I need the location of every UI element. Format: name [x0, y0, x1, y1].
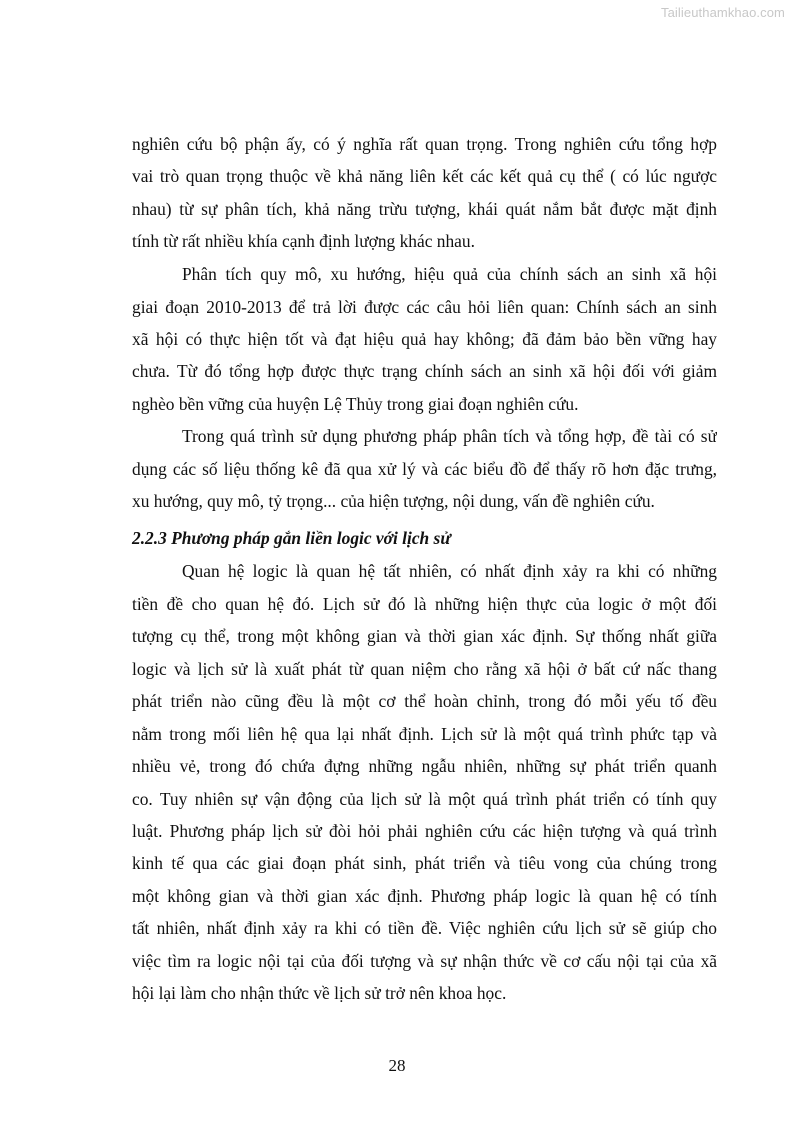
text-line: một không gian và thời gian xác định. Phương pháp logic là quan hệ có tính — [132, 886, 717, 906]
text-line: giai đoạn 2010-2013 để trả lời được các câu hỏi liên quan: Chính sách an sinh — [132, 297, 717, 317]
text-line: tiền đề cho quan hệ đó. Lịch sử đó là những hiện thực của logic ở một đối — [132, 594, 717, 614]
text-line: kinh tế qua các giai đoạn phát sinh, phát triển và tiêu vong của chúng trong — [132, 853, 717, 873]
text-line: co. Tuy nhiên sự vận động của lịch sử là một quá trình phát triển có tính quy — [132, 789, 717, 809]
text-line: tượng cụ thể, trong một không gian và thời gian xác định. Sự thống nhất giữa — [132, 626, 717, 646]
text-line: nghiên cứu bộ phận ấy, có ý nghĩa rất quan trọng. Trong nghiên cứu tổng hợp — [132, 134, 717, 154]
text-line: dụng các số liệu thống kê đã qua xử lý và các biểu đồ để thấy rõ hơn đặc trưng, — [132, 459, 717, 479]
text-line: chưa. Từ đó tổng hợp được thực trạng chính sách an sinh xã hội đối với giảm — [132, 361, 717, 381]
watermark: Tailieuthamkhao.com — [660, 5, 785, 20]
text-line: tính từ rất nhiều khía cạnh định lượng khác nhau. — [132, 231, 475, 251]
section-heading: 2.2.3 Phương pháp gắn liền logic với lịch sử — [132, 528, 451, 548]
text-line: tất nhiên, nhất định xảy ra khi có tiền đề. Việc nghiên cứu lịch sử sẽ giúp cho — [132, 918, 717, 938]
text-line: nghèo bền vững của huyện Lệ Thủy trong giai đoạn nghiên cứu. — [132, 394, 579, 414]
text-line: luật. Phương pháp lịch sử đòi hỏi phải nghiên cứu các hiện tượng và quá trình — [132, 821, 717, 841]
text-line: phát triển nào cũng đều là một cơ thể hoàn chỉnh, trong đó mỗi yếu tố đều — [132, 691, 717, 711]
text-line: hội lại làm cho nhận thức về lịch sử trở nên khoa học. — [132, 983, 507, 1003]
text-line: Trong quá trình sử dụng phương pháp phân tích và tổng hợp, đề tài có sử — [182, 426, 717, 446]
text-line: việc tìm ra logic nội tại của đối tượng và sự nhận thức về cơ cấu nội tại của xã — [132, 951, 717, 971]
text-line: xã hội có thực hiện tốt và đạt hiệu quả hay không; đã đảm bảo bền vững hay — [132, 329, 717, 349]
text-line: Phân tích quy mô, xu hướng, hiệu quả của chính sách an sinh xã hội — [182, 264, 717, 284]
text-line: vai trò quan trọng thuộc về khả năng liên kết các kết quả cụ thể ( có lúc ngược — [132, 166, 717, 186]
text-line: nhiều vẻ, trong đó chứa đựng những ngẫu nhiên, những sự phát triển quanh — [132, 756, 717, 776]
text-line: nhau) từ sự phân tích, khả năng trừu tượng, khái quát nắm bắt được mặt định — [132, 199, 717, 219]
text-line: xu hướng, quy mô, tỷ trọng... của hiện tượng, nội dung, vấn đề nghiên cứu. — [132, 491, 655, 511]
text-line: Quan hệ logic là quan hệ tất nhiên, có nhất định xảy ra khi có những — [182, 561, 717, 581]
text-line: logic và lịch sử là xuất phát từ quan niệm cho rằng xã hội ở bất cứ nấc thang — [132, 659, 717, 679]
text-line: nằm trong mối liên hệ qua lại nhất định. Lịch sử là một quá trình phức tạp và — [132, 724, 717, 744]
page-number: 28 — [388, 1056, 406, 1075]
